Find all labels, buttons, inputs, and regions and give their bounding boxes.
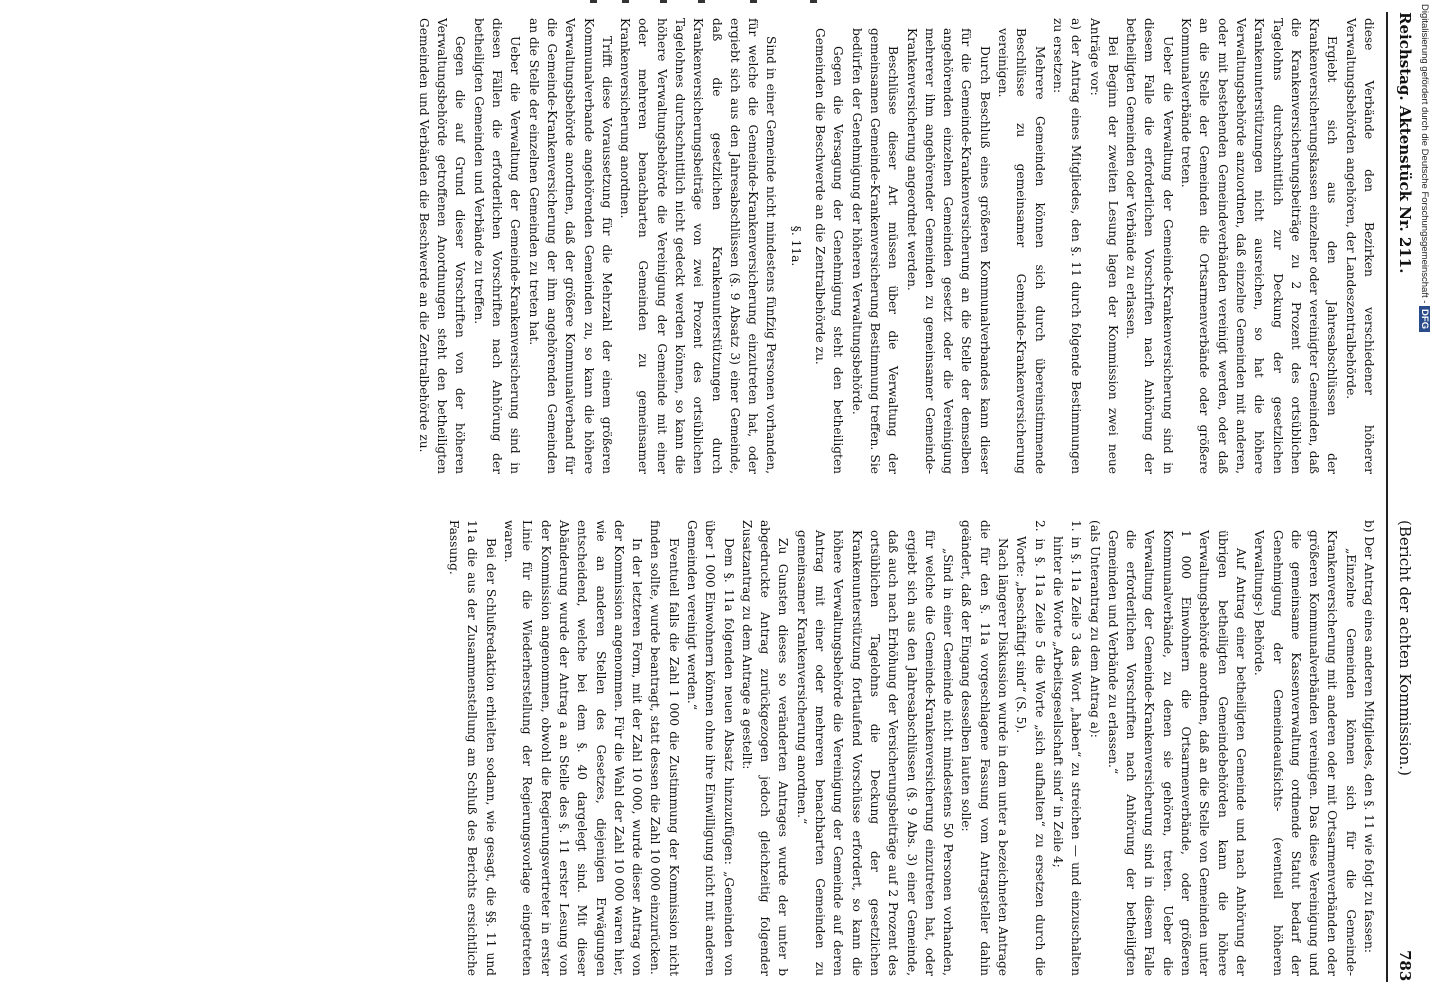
paragraph: diese Verbände den Bezirken verschiedener höherer Verwaltungsbehörden angehören, der Landeszentralbehörde. [1343,18,1376,474]
paragraph: In der letzteren Form, mit der Zahl 10 000, wurde dieser Antrag von der Kommission angenommen. Für die Wahl der Zahl 10 000 waren hier, wie an anderen Stellen des Gesetzes, diejenigen Erwägungen entscheidend, welche bei dem §. 40 dargelegt sind. Mit dieser Abänderung wurde der Antrag a an Stelle des §. 11 erster Lesung von der Kommission angenommen, obwohl die Regierungsvertreter in erster Linie für die Wiederherstellung der Regierungsvorlage eingetreten waren. [502,520,645,976]
paragraph: „Einzelne Gemeinden können sich für die Gemeinde-Krankenversicherung mit anderen oder mit Ortsarmenverbänden oder größeren Kommunalverbänden vereinigen. Das diese Vereinigung und die gemeinsame Kassenverwaltung ordnende Statut bedarf der Genehmigung der Gemeindeaufsichts- (eventuell höheren Verwaltungs-) Behörde. [1252,530,1358,976]
right-column [445,520,1378,976]
paragraph: Mehrere Gemeinden können sich durch übereinstimmende Beschlüsse zu gemeinsamer Gemeinde-Krankenversicherung vereinigen. [996,28,1047,474]
paragraph: b) Der Antrag eines anderen Mitgliedes, den §. 11 wie folgt zu fassen: [1362,520,1376,954]
paragraph: Ueber die Verwaltung der Gemeinde-Krankenversicherung sind in diesem Falle die erforderlichen Vorschriften nach Anhörung der betheiligten Gemeinden oder Verbände zu erlassen. [1124,18,1175,474]
digitization-credit [1410,0,1432,1000]
paragraph: Eventuell falls die Zahl 1 000 die Zustimmung der Kommission nicht finden sollte, wurde beantragt, statt dessen die Zahl 10 000 einzurücken. [648,520,681,976]
left-column [415,18,1378,474]
paragraph: Beschlüsse dieser Art müssen über die Verwaltung der gemeinsamen Gemeinde-Krankenversicherung Bestimmung treffen. Sie bedürfen der Genehmigung der höheren Verwaltungsbehörde. [849,28,901,474]
digitization-credit-label: Digitalisierung gefördert durch die Deutsche Forschungsgemeinschaft - [1419,4,1430,304]
paragraph: Bei der Schlußredaktion erhielten sodann, wie gesagt, die §§. 11 und 11a die aus der Zusammenstellung am Schluß des Berichts ersichtliche Fassung. [447,520,498,976]
digitization-credit-text [1419,4,1430,336]
paragraph: Gegen die auf Grund dieser Vorschriften von der höheren Verwaltungsbehörde getroffenen Anordnungen steht den betheiligten Gemeinden und Verbänden die Beschwerde an die Zentralbehörde zu. [416,18,468,474]
list-item: 2. in §. 11a Zeile 5 die Worte „sich aufhalten“ zu ersetzen durch die Worte: „beschäftigt sind“ (S. 5). [1014,520,1047,976]
paragraph: Gegen die Versagung der Genehmigung steht den betheiligten Gemeinden die Beschwerde an die Zentralbehörde zu. [813,28,846,474]
paragraph: Durch Beschluß eines größeren Kommunalverbandes kann dieser für die Gemeinde-Krankenversicherung an die Stelle der demselben angehörenden einzelnen Gemeinden gesetzt oder die Vereinigung mehrerer ihm angehörender Gemeinden zu gemeinsamer Gemeinde-Krankenversicherung angeordnet werden. [904,28,992,474]
paragraph: (als Unterantrag zu dem Antrag a): [1087,520,1102,738]
rotated-page-content [18,0,1418,1000]
header-rule [1386,12,1388,982]
paragraph: Bei Beginn der zweiten Lesung lagen der Kommission zwei neue Anträge vor: [1087,18,1120,474]
dfg-logo: DFG [1419,306,1430,332]
paragraph: Ergiebt sich aus den Jahresabschlüssen der Krankenversicherungskassen einzelner oder vereinigter Gemeinden, daß die Krankenversicherungsbeiträge zu 2 Prozent des ortsüblichen Tagelohns durchschnittlich zur Deckung der gesetzlichen Krankenunterstützungen nicht ausreichen, so hat die höhere Verwaltungsbehörde anzuordnen, daß einzelne Gemeinden mit anderen, oder mit bestehenden Gemeindeverbänden vereinigt werden, oder daß an die Stelle der Gemeinden die Ortsarmenverbände oder größere Kommunalverbände treten. [1179,18,1340,474]
paragraph: Dem §. 11a folgenden neuen Absatz hinzuzufügen: „Gemeinden von über 1 000 Einwohnern können ohne ihre Einwilligung nicht mit anderen Gemeinden vereinigt werden.“ [685,520,736,976]
running-head-left: Reichstag. Aktenstück Nr. 211. [1396,12,1414,274]
running-head-middle: (Bericht der achten Kommission.) [1396,520,1414,776]
page-number: 783 [1396,950,1414,982]
paragraph: a) der Antrag eines Mitgliedes, den §. 11 durch folgende Bestimmungen zu ersetzen: [1050,18,1084,474]
paragraph: „Sind in einer Gemeinde nicht mindestens 50 Personen vorhanden, für welche die Gemeinde-Krankenversicherung einzutreten hat, oder ergiebt sich aus den Jahresabschlüssen (§. 9 Abs. 3) einer Gemeinde, daß auch nach Erhöhung der Versicherungsbeiträge auf 2 Prozent des ortsüblichen Tagelohns die Deckung der gesetzlichen Krankenunterstützung fortlaufend Vorschüsse erfordert, so kann die höhere Verwaltungsbehörde die Vereinigung der Gemeinde auf deren Antrag mit einer oder mehreren benachbarten Gemeinden zu gemeinsamer Krankenversicherung anordnen.“ [794,530,956,976]
paragraph: Auf Antrag einer betheiligten Gemeinde und nach Anhörung der übrigen betheiligten Gemeindebehörden kann die höhere Verwaltungsbehörde anordnen, daß an die Stelle von Gemeinden unter 1 000 Einwohnern die Ortsarmenverbände, oder größeren Kommunalverbände, zu denen sie gehören, treten. Ueber die Verwaltung der Gemeinde-Krankenversicherung sind in diesem Falle die erforderlichen Vorschriften nach Anhörung der betheiligten Gemeinden und Verbände zu erlassen.“ [1105,530,1248,976]
paragraph: Ueber die Verwaltung der Gemeinde-Krankenversicherung sind in diesen Fällen die erforderlichen Vorschriften nach Anhörung der betheiligten Gemeinden und Verbände zu treffen. [471,18,523,474]
list-item: 1. in §. 11a Zeile 3 das Wort „haben“ zu streichen — und einzuschalten hinter die Worte „Arbeitsgesellschaft sind“ in Zeile 4; [1050,520,1084,976]
paragraph: Zu Gunsten dieses so veränderten Antrages wurde der unter b abgedruckte Antrag zurückgezogen jedoch gleichzeitig folgender Zusatzantrag zu dem Antrage a gestellt: [739,520,791,976]
section-heading: §. 11a. [788,225,803,267]
paragraph: Nach längerer Diskussion wurde in dem unter a bezeichneten Antrage die für den §. 11a vorgeschlagene Fassung vom Antragsteller dahin geändert, daß der Eingang desselben lauten solle: [959,520,1011,976]
paragraph: Sind in einer Gemeinde nicht mindestens fünfzig Personen vorhanden, für welche die Gemeinde-Krankenversicherung einzutreten hat, oder ergiebt sich aus den Jahresabschlüssen (§. 9 Absatz 3) einer Gemeinde, daß die gesetzlichen Krankenunterstützungen durch Krankenversicherungsbeiträge von zwei Prozent des ortsüblichen Tagelohnes durchschnittlich nicht gedeckt werden können, so kann die höhere Verwaltungsbehörde die Vereinigung der Gemeinde mit einer oder mehreren benachbarten Gemeinden zu gemeinsamer Krankenversicherung anordnen. [618,18,779,474]
paragraph: Trifft diese Voraussetzung für die Mehrzahl der einem größeren Kommunalverbande angehörenden Gemeinden zu, so kann die höhere Verwaltungsbehörde anordnen, daß der größere Kommunalverband für die Gemeinde-Krankenversicherung der ihm angehörenden Gemeinden an die Stelle der einzelnen Gemeinden zu treten hat. [526,18,614,474]
